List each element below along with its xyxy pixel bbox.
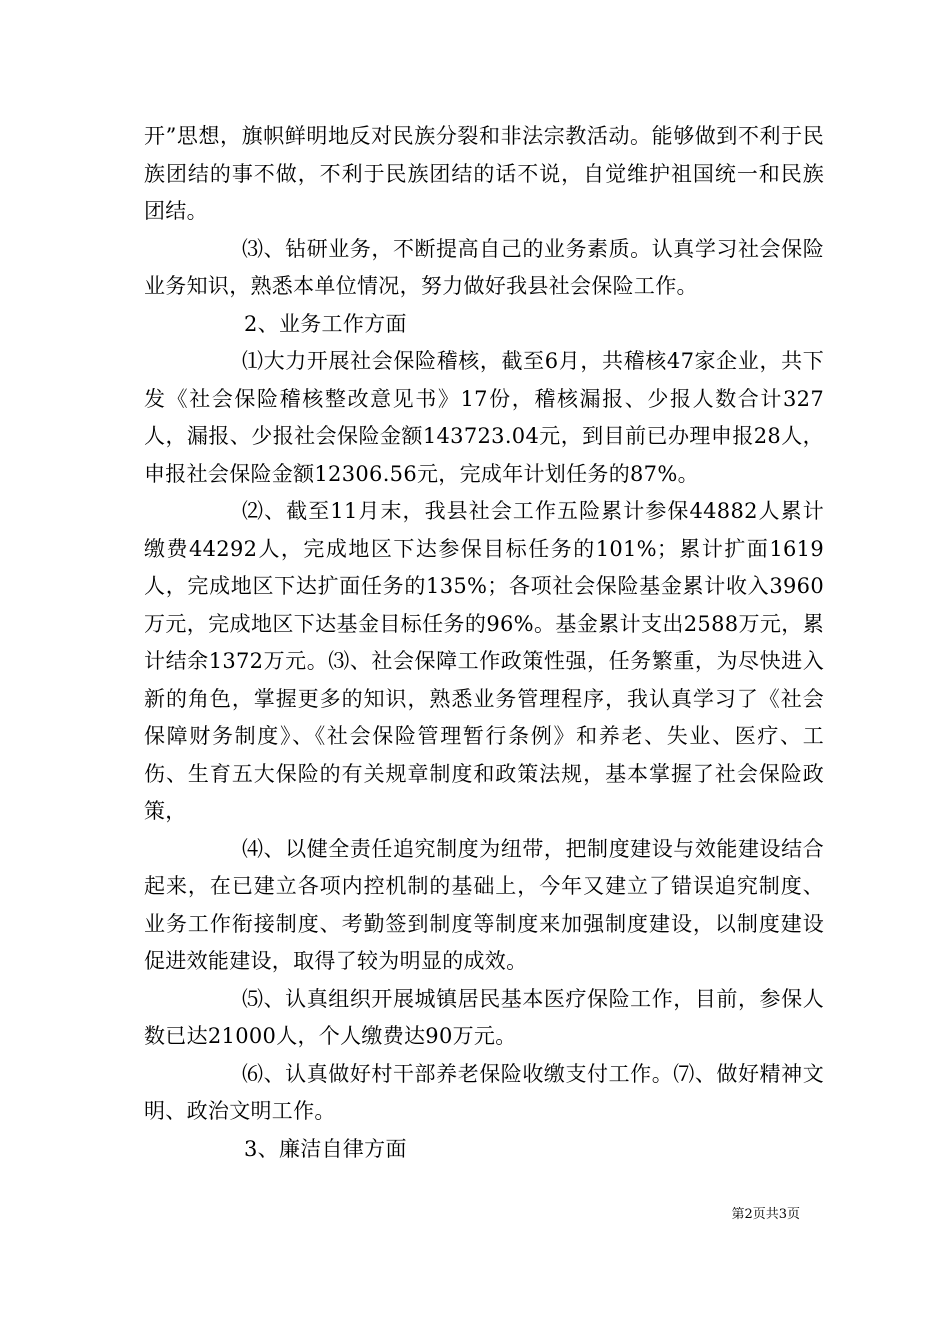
- section-heading-integrity: 3、廉洁自律方面: [244, 1136, 407, 1161]
- document-body: [144, 118, 824, 1168]
- paragraph-medical-insurance: ⑸、认真组织开展城镇居民基本医疗保险工作，目前，参保人数已达21000人，个人缴费达90万元。: [144, 986, 824, 1048]
- page-number-footer: 第2页共3页: [731, 1207, 800, 1222]
- section-heading-business-work: 2、业务工作方面: [244, 311, 407, 336]
- paragraph-accountability-system: ⑷、以健全责任追究制度为纽带，把制度建设与效能建设结合起来，在已建立各项内控机制的基础上，今年又建立了错误追究制度、业务工作衔接制度、考勤签到制度等制度来加强制度建设，以制度建设促进效能建设，取得了较为明显的成效。: [144, 836, 824, 973]
- paragraph-ethnic-unity: 开”思想，旗帜鲜明地反对民族分裂和非法宗教活动。能够做到不利于民族团结的事不做，不利于民族团结的话不说，自觉维护祖国统一和民族团结。: [144, 124, 824, 223]
- paragraph-enrollment-statistics: ⑵、截至11月末，我县社会工作五险累计参保44882人累计缴费44292人，完成地区下达参保目标任务的101%；累计扩面1619人，完成地区下达扩面任务的135%；各项社会保险基金累计收入3960万元，完成地区下达基金目标任务的96%。基金累计支出2588万元，累计结余1372万元。⑶、社会保障工作政策性强，任务繁重，为尽快进入新的角色，掌握更多的知识，熟悉业务管理程序，我认真学习了《社会保障财务制度》、《社会保险管理暂行条例》和养老、失业、医疗、工伤、生育五大保险的有关规章制度和政策法规，基本掌握了社会保险政策，: [144, 499, 824, 823]
- paragraph-insurance-audit: ⑴大力开展社会保险稽核，截至6月，共稽核47家企业，共下发《社会保险稽核整改意见书》17份，稽核漏报、少报人数合计327人，漏报、少报社会保险金额143723.04元，到目前已办理申报28人，申报社会保险金额12306.56元，完成年计划任务的87%。: [144, 349, 824, 486]
- paragraph-study-business: ⑶、钻研业务，不断提高自己的业务素质。认真学习社会保险业务知识，熟悉本单位情况，努力做好我县社会保险工作。: [144, 236, 824, 298]
- paragraph-village-pension: ⑹、认真做好村干部养老保险收缴支付工作。⑺、做好精神文明、政治文明工作。: [144, 1061, 824, 1123]
